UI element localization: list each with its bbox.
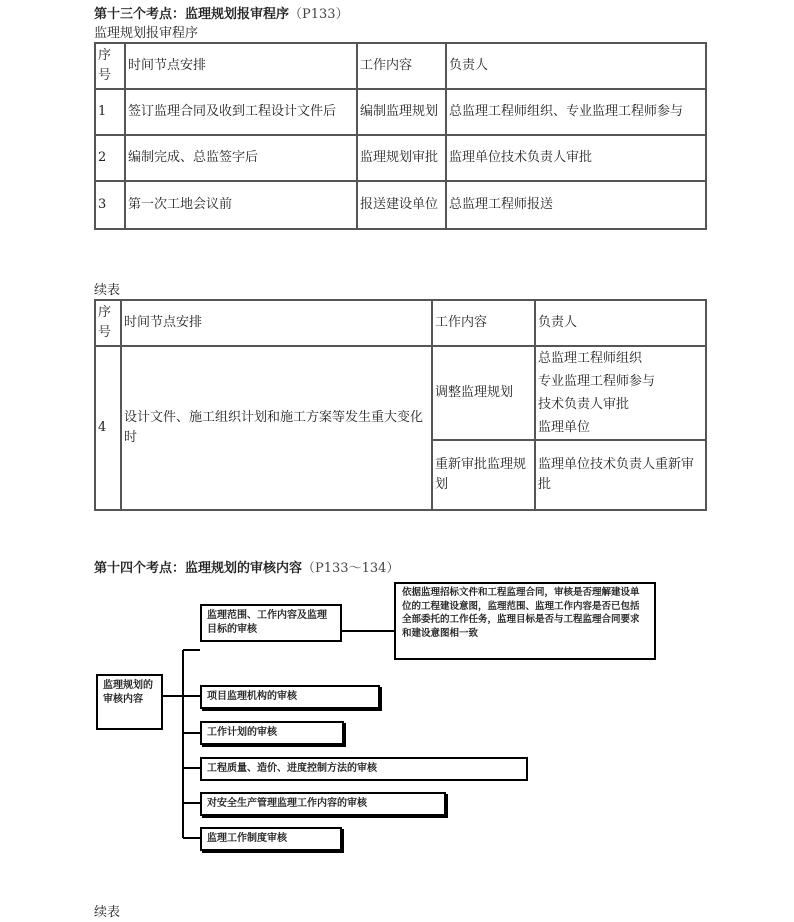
section-13-title-text: 第十三个考点：监理规划报审程序 bbox=[94, 7, 290, 22]
header-person: 负责人 bbox=[446, 43, 706, 89]
cell-person: 监理单位技术负责人重新审批 bbox=[535, 440, 706, 510]
cell-no: 2 bbox=[95, 135, 125, 181]
cell-person: 总监理工程师报送 bbox=[446, 181, 706, 229]
branch-scope-content-objectives: 监理范围、工作内容及监理目标的审核 bbox=[200, 604, 342, 642]
cell-no: 3 bbox=[95, 181, 125, 229]
scope-review-detail-note: 依据监理招标文件和工程监理合同，审核是否理解建设单位的工程建设意图，监理范围、监理工作内容是否已包括全部委托的工作任务，监理目标是否与工程监理合同要求和建设意图相一致 bbox=[394, 582, 656, 660]
branch-work-system: 监理工作制度审核 bbox=[200, 827, 342, 851]
branch-work-plan: 工作计划的审核 bbox=[200, 721, 344, 745]
diagram-root-node: 监理规划的审核内容 bbox=[96, 674, 163, 730]
cell-work: 监理规划审批 bbox=[357, 135, 446, 181]
cell-work: 调整监理规划 bbox=[432, 346, 535, 440]
header-no: 序号 bbox=[95, 300, 121, 346]
cell-person: 监理单位技术负责人审批 bbox=[446, 135, 706, 181]
cell-time: 第一次工地会议前 bbox=[125, 181, 357, 229]
table-2-caption: 续表 bbox=[94, 283, 121, 298]
cell-work: 编制监理规划 bbox=[357, 89, 446, 135]
section-14-title-text: 第十四个考点：监理规划的审核内容 bbox=[94, 561, 303, 576]
branch-quality-cost-schedule-control: 工程质量、造价、进度控制方法的审核 bbox=[200, 757, 528, 781]
table-1-caption: 监理规划报审程序 bbox=[94, 26, 199, 41]
cell-person: 总监理工程师组织、专业监理工程师参与 bbox=[446, 89, 706, 135]
header-work: 工作内容 bbox=[357, 43, 446, 89]
cell-time: 编制完成、总监签字后 bbox=[125, 135, 357, 181]
cell-time: 设计文件、施工组织计划和施工方案等发生重大变化时 bbox=[121, 346, 432, 510]
cell-person: 总监理工程师组织 专业监理工程师参与 技术负责人审批 监理单位 bbox=[535, 346, 706, 440]
header-time: 时间节点安排 bbox=[125, 43, 357, 89]
header-work: 工作内容 bbox=[432, 300, 535, 346]
cell-time: 签订监理合同及收到工程设计文件后 bbox=[125, 89, 357, 135]
section-13-page-ref: （P133） bbox=[289, 7, 349, 22]
cell-no: 4 bbox=[95, 346, 121, 510]
cell-work: 重新审批监理规划 bbox=[432, 440, 535, 510]
footer-caption: 续表 bbox=[94, 905, 121, 920]
cell-no: 1 bbox=[95, 89, 125, 135]
header-person: 负责人 bbox=[535, 300, 706, 346]
branch-safety-management: 对安全生产管理监理工作内容的审核 bbox=[200, 792, 446, 816]
header-no: 序号 bbox=[95, 43, 125, 89]
section-14-page-ref: （P133～134） bbox=[302, 561, 400, 576]
header-time: 时间节点安排 bbox=[121, 300, 432, 346]
cell-work: 报送建设单位 bbox=[357, 181, 446, 229]
branch-project-organization: 项目监理机构的审核 bbox=[200, 685, 380, 709]
